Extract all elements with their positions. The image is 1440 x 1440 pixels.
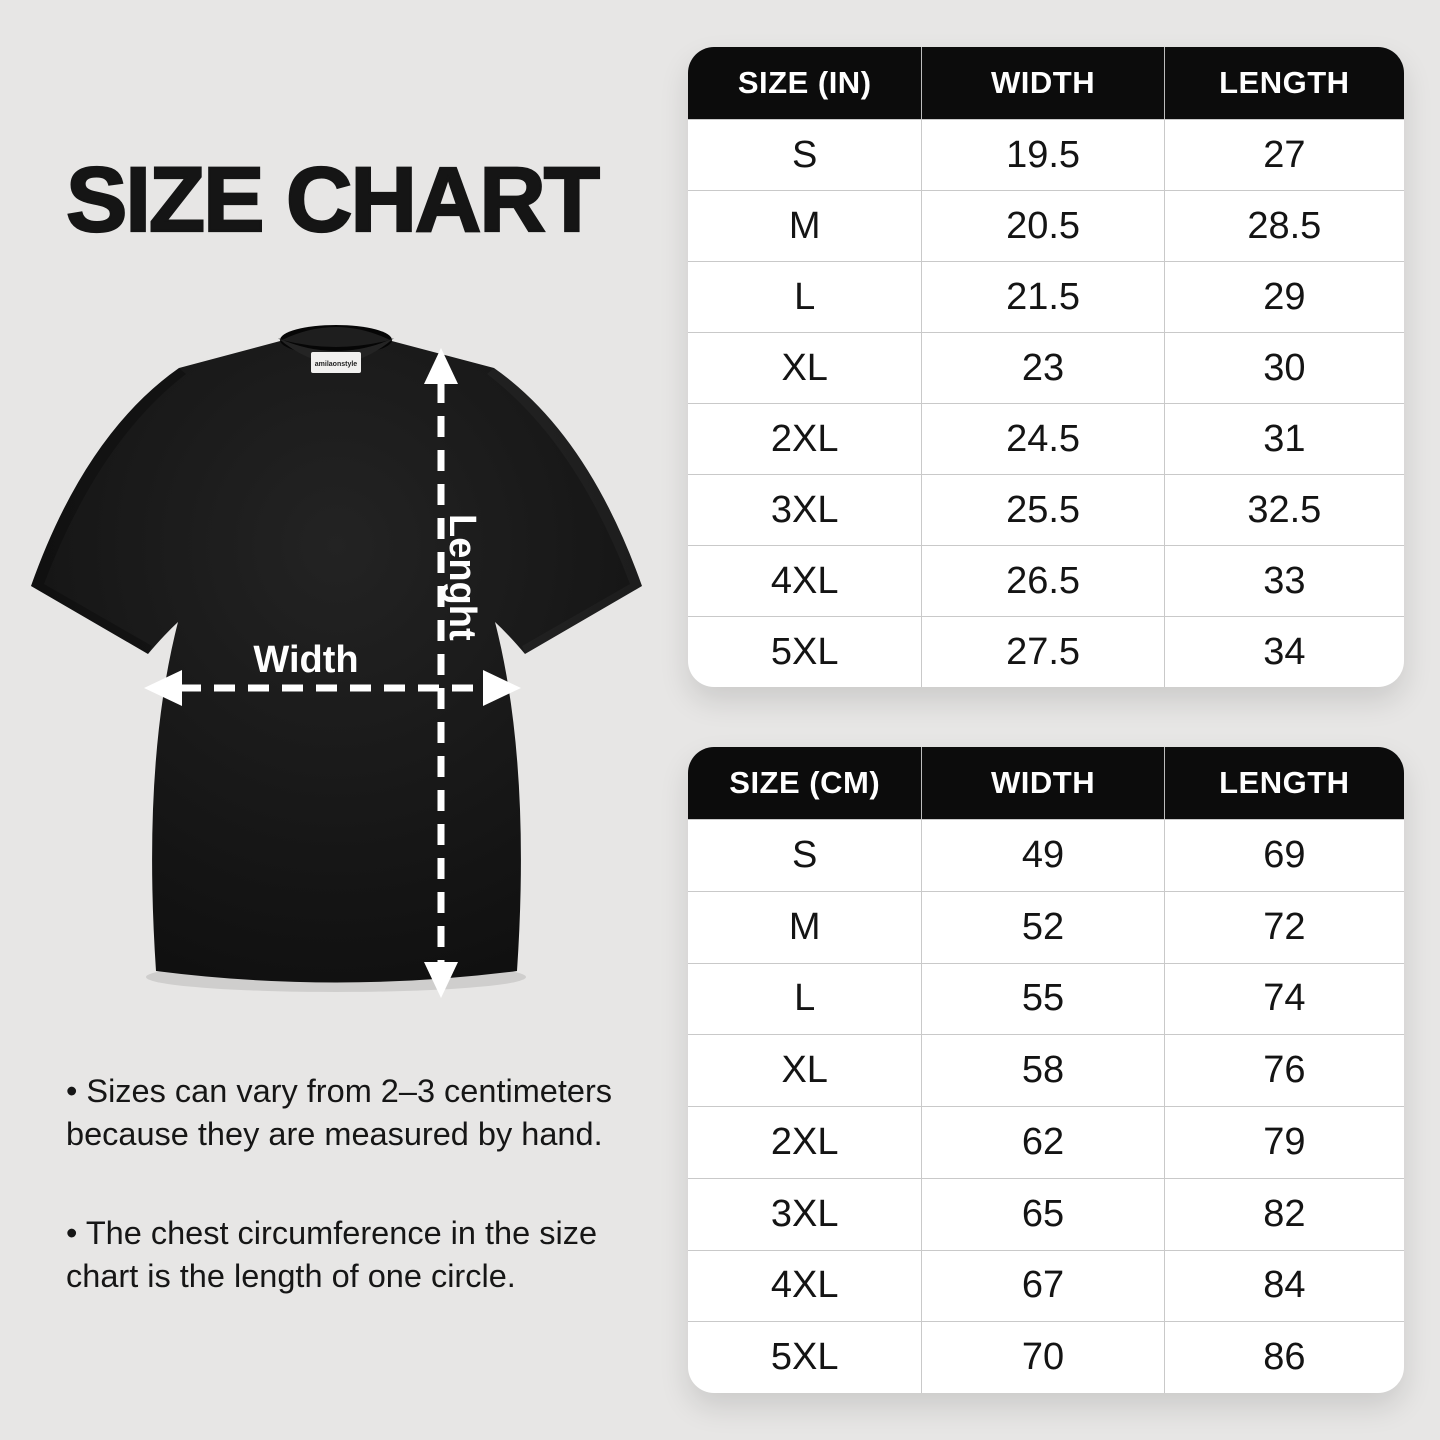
table-cell: 28.5 <box>1164 191 1404 261</box>
table-cell: L <box>794 977 816 1020</box>
collar-brand-text: amilaonstyle <box>314 361 358 368</box>
size-table-cm <box>688 747 1404 1393</box>
table-cell: 29 <box>1164 262 1404 332</box>
table-cell: 86 <box>1164 1322 1404 1393</box>
table-row <box>688 819 1404 891</box>
table-row <box>688 119 1404 190</box>
page-title: SIZE CHART <box>66 149 598 251</box>
table-cell: 62 <box>921 1107 1163 1178</box>
table-cell: S <box>792 133 818 176</box>
table-cell: 67 <box>921 1251 1163 1322</box>
table-cell: L <box>794 275 816 318</box>
table-cell: 70 <box>921 1322 1163 1393</box>
table-cell: M <box>788 204 821 247</box>
table-cell: 49 <box>921 820 1163 891</box>
table-cell: 33 <box>1164 546 1404 616</box>
column-header: LENGTH <box>1164 47 1404 119</box>
table-cell: M <box>788 905 821 948</box>
table-row <box>688 1106 1404 1178</box>
table-cell: 52 <box>921 892 1163 963</box>
table-cell: 2XL <box>770 1120 839 1163</box>
table-cell: 34 <box>1164 617 1404 687</box>
table-cell: S <box>792 833 818 876</box>
column-header: WIDTH <box>921 47 1163 119</box>
table-cell: 4XL <box>770 1264 839 1307</box>
table-cell: 31 <box>1164 404 1404 474</box>
table-row <box>688 963 1404 1035</box>
table-cell: 3XL <box>770 488 839 531</box>
table-cell: 2XL <box>770 417 839 460</box>
table-cell: 23 <box>921 333 1163 403</box>
table-cell: 32.5 <box>1164 475 1404 545</box>
table-row <box>688 332 1404 403</box>
table-cell: 58 <box>921 1035 1163 1106</box>
table-row <box>688 1321 1404 1393</box>
length-label: Lenght <box>441 514 483 641</box>
table-row <box>688 474 1404 545</box>
table-header-row <box>688 47 1404 119</box>
table-cell: 30 <box>1164 333 1404 403</box>
column-header: LENGTH <box>1164 747 1404 819</box>
table-cell: 74 <box>1164 964 1404 1035</box>
table-row <box>688 1250 1404 1322</box>
table-cell: 27.5 <box>921 617 1163 687</box>
table-cell: 25.5 <box>921 475 1163 545</box>
table-cell: 79 <box>1164 1107 1404 1178</box>
table-cell: 27 <box>1164 120 1404 190</box>
table-row <box>688 190 1404 261</box>
table-cell: 26.5 <box>921 546 1163 616</box>
table-row <box>688 545 1404 616</box>
table-cell: XL <box>781 346 828 389</box>
table-header-row <box>688 747 1404 819</box>
table-cell: 5XL <box>770 1336 839 1379</box>
tshirt-measurement-diagram <box>28 322 648 1022</box>
table-cell: XL <box>781 1049 828 1092</box>
table-cell: 20.5 <box>921 191 1163 261</box>
table-row <box>688 403 1404 474</box>
table-cell: 84 <box>1164 1251 1404 1322</box>
table-cell: 4XL <box>770 559 839 602</box>
table-row <box>688 1178 1404 1250</box>
table-row <box>688 616 1404 687</box>
table-row <box>688 891 1404 963</box>
table-row <box>688 1034 1404 1106</box>
table-cell: 55 <box>921 964 1163 1035</box>
width-label: Width <box>253 639 359 681</box>
table-cell: 72 <box>1164 892 1404 963</box>
table-cell: 65 <box>921 1179 1163 1250</box>
table-cell: 21.5 <box>921 262 1163 332</box>
size-table-inches <box>688 47 1404 687</box>
table-cell: 82 <box>1164 1179 1404 1250</box>
table-cell: 76 <box>1164 1035 1404 1106</box>
table-cell: 19.5 <box>921 120 1163 190</box>
table-cell: 24.5 <box>921 404 1163 474</box>
column-header: WIDTH <box>921 747 1163 819</box>
table-cell: 69 <box>1164 820 1404 891</box>
table-cell: 3XL <box>770 1192 839 1235</box>
note-chest-circumference: • The chest circumference in the size chart is the length of one circle. <box>66 1215 598 1294</box>
column-header: SIZE (CM) <box>729 765 881 800</box>
note-hand-measured: • Sizes can vary from 2–3 centimeters because they are measured by hand. <box>66 1073 613 1152</box>
column-header: SIZE (IN) <box>737 65 872 100</box>
table-row <box>688 261 1404 332</box>
notes-section <box>66 1070 676 1354</box>
table-cell: 5XL <box>770 630 839 673</box>
